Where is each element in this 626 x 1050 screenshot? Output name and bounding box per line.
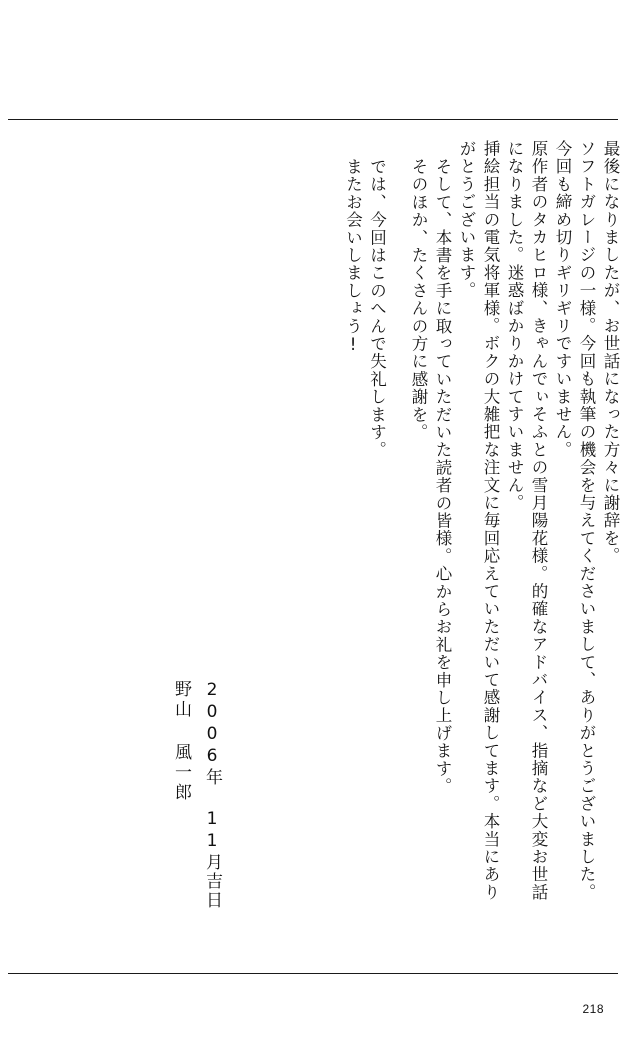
afterword-line: 挿絵担当の電気将軍様。ボクの大雑把な注文に毎回応えていただいて感謝してます。本当にあり xyxy=(481,140,500,902)
afterword-line: がとうございます。 xyxy=(457,140,476,300)
afterword-line: 最後になりましたが、お世話になった方々に謝辞を。 xyxy=(601,140,620,565)
afterword-line-spacer xyxy=(392,140,402,960)
afterword-line: そのほか、たくさんの方に感謝を。 xyxy=(409,158,428,442)
signature-date: 2006年 11月吉日 xyxy=(202,680,222,910)
afterword-line: そして、本書を手に取っていただいた読者の皆様。心からお礼を申し上げます。 xyxy=(433,158,452,796)
afterword-line: またお会いしましょう! xyxy=(343,158,363,356)
top-rule xyxy=(8,119,618,120)
afterword-line: 今回も締め切りギリギリですいません。 xyxy=(553,140,572,459)
bottom-rule xyxy=(8,973,618,974)
signature-block xyxy=(90,680,220,940)
afterword-line: 原作者のタカヒロ様、きゃんでぃそふとの雪月陽花様。的確なアドバイス、指摘など大変お世話 xyxy=(529,140,548,902)
afterword-line: になりました。迷惑ばかりかけてすいません。 xyxy=(505,140,524,512)
page-number: 218 xyxy=(582,1002,604,1016)
signature-name: 野山 風一郎 xyxy=(171,680,191,803)
afterword-line: では、今回はこのへんで失礼します。 xyxy=(367,158,387,459)
afterword-line: ソフトガレージの一様。今回も執筆の機会を与えてくださいまして、ありがとうございました。 xyxy=(577,140,596,902)
